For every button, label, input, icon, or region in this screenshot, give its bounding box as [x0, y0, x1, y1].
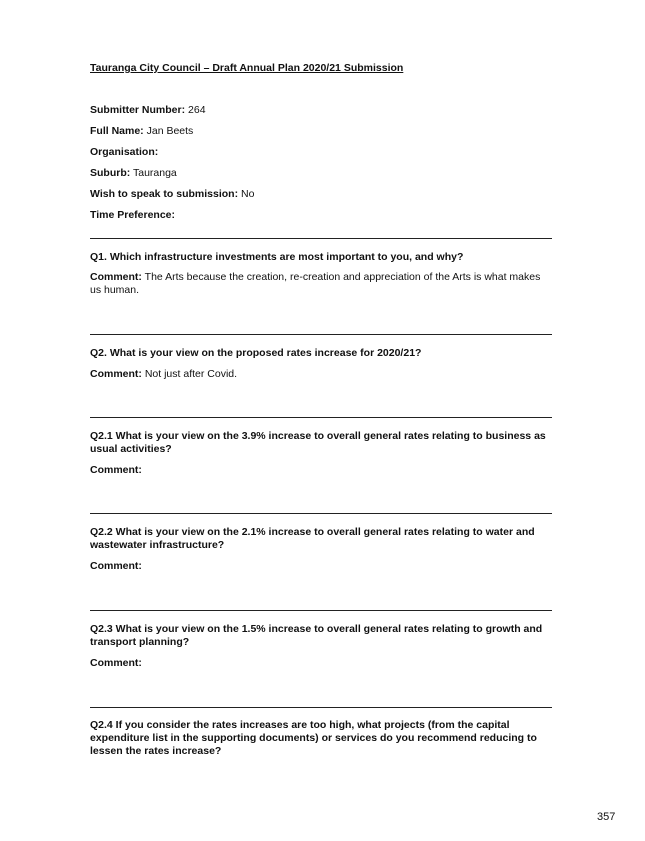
- organisation-label: Organisation:: [90, 146, 159, 158]
- organisation: [90, 146, 158, 158]
- suburb: [90, 167, 177, 179]
- comment-label: Comment:: [90, 464, 142, 476]
- wish-to-speak-label: Wish to speak to submission:: [90, 188, 239, 200]
- question-q2-4: Q2.4 If you consider the rates increases are too high, what projects (from the capital expenditure list in the supporting documents) or services do you recommend reducing to lessen the rates increase?: [90, 719, 537, 757]
- submitter-number-label: Submitter Number:: [90, 104, 186, 116]
- submitter-number-value: 264: [185, 104, 206, 116]
- divider: [90, 513, 552, 514]
- question-q2: Q2. What is your view on the proposed rates increase for 2020/21?: [90, 347, 422, 359]
- comment-label: Comment:: [90, 560, 142, 572]
- suburb-label: Suburb:: [90, 167, 131, 179]
- time-preference: [90, 209, 175, 221]
- full-name: [90, 125, 193, 137]
- full-name-label: Full Name:: [90, 125, 144, 137]
- page-title: Tauranga City Council – Draft Annual Plan 2020/21 Submission: [90, 62, 404, 74]
- page-number: 357: [597, 811, 616, 823]
- full-name-value: Jan Beets: [143, 125, 194, 137]
- submitter-number: [90, 104, 206, 116]
- comment-text: Not just after Covid.: [141, 368, 238, 380]
- wish-to-speak-value: No: [238, 188, 255, 200]
- question-q1: Q1. Which infrastructure investments are most important to you, and why?: [90, 251, 464, 263]
- divider: [90, 334, 552, 335]
- comment-q2: [90, 368, 552, 381]
- suburb-value: Tauranga: [130, 167, 177, 179]
- time-preference-label: Time Preference:: [90, 209, 176, 221]
- comment-label: Comment:: [90, 368, 142, 380]
- divider: [90, 707, 552, 708]
- comment-q2-1: [90, 464, 552, 477]
- question-q2-3: Q2.3 What is your view on the 1.5% increase to overall general rates relating to growth and transport planning?: [90, 623, 543, 648]
- comment-text: The Arts because the creation, re-creation and appreciation of the Arts is what makes us human.: [90, 271, 541, 296]
- comment-q2-3: [90, 657, 552, 670]
- comment-label: Comment:: [90, 657, 142, 669]
- divider: [90, 610, 552, 611]
- divider: [90, 238, 552, 239]
- question-q2-1: Q2.1 What is your view on the 3.9% increase to overall general rates relating to business as usual activities?: [90, 430, 546, 455]
- divider: [90, 417, 552, 418]
- question-q2-2: Q2.2 What is your view on the 2.1% increase to overall general rates relating to water and wastewater infrastructure?: [90, 526, 535, 551]
- comment-q2-2: [90, 560, 552, 573]
- comment-q1: [90, 271, 552, 297]
- comment-label: Comment:: [90, 271, 142, 283]
- wish-to-speak: [90, 188, 254, 200]
